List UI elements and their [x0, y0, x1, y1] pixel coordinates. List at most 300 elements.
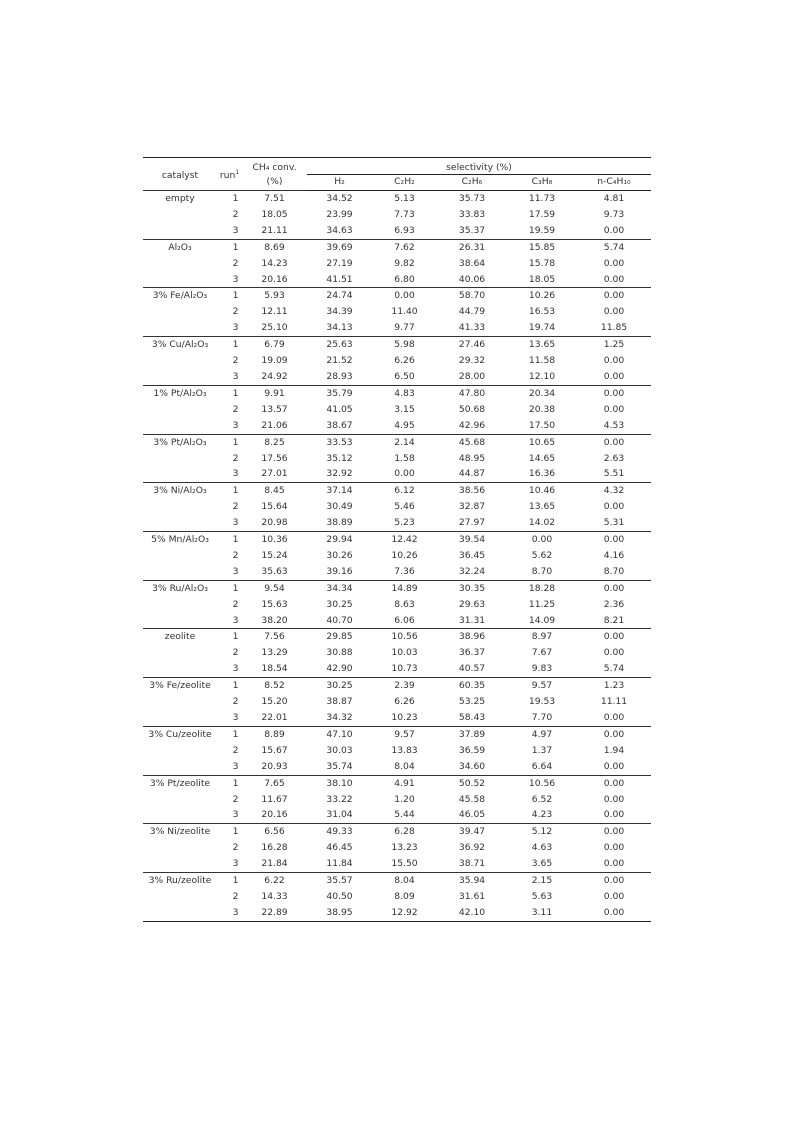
c2h6-cell: 53.25	[458, 696, 486, 708]
c3h8-header: C₃H₈	[507, 175, 577, 191]
c2h2-cell: 6.80	[394, 273, 415, 285]
run-cell: 2	[232, 890, 239, 902]
n-c4h10-cell: 0.00	[577, 288, 651, 304]
c2h6-cell: 37.89	[437, 726, 507, 742]
c3h8-cell: 11.73	[507, 191, 577, 207]
c2h2-cell: 4.91	[372, 775, 437, 791]
run-cell: 2	[232, 598, 239, 610]
table-row	[143, 597, 651, 613]
c3h8-cell: 5.12	[507, 824, 577, 840]
table-row	[143, 613, 651, 629]
c2h6-cell: 30.35	[437, 580, 507, 596]
conversion-cell: 22.89	[242, 905, 307, 921]
c3h8-cell: 11.25	[528, 598, 556, 610]
run-cell: 1	[217, 337, 242, 353]
c3h8-cell: 18.28	[507, 580, 577, 596]
catalyst-cell: 5% Mn/Al₂O₃	[143, 532, 217, 548]
c2h6-cell: 58.70	[437, 288, 507, 304]
run-cell: 3	[232, 760, 239, 772]
table-row	[143, 629, 651, 645]
conversion-cell: 8.52	[242, 678, 307, 694]
c2h2-cell: 5.98	[372, 337, 437, 353]
catalyst-cell	[143, 207, 217, 223]
catalyst-cell	[143, 272, 217, 288]
run-cell: 1	[217, 532, 242, 548]
c3h8-cell: 20.34	[507, 385, 577, 401]
h2-cell: 38.87	[326, 696, 353, 708]
c3h8-cell: 3.11	[507, 905, 577, 921]
run-header-label: run	[219, 170, 236, 181]
conversion-unit: (%)	[266, 175, 283, 187]
run-cell: 1	[217, 824, 242, 840]
h2-cell: 34.63	[326, 224, 353, 236]
table-row	[143, 661, 651, 677]
c2h2-cell: 10.26	[391, 549, 418, 561]
table-row	[143, 678, 651, 694]
c3h8-cell: 14.65	[528, 452, 556, 464]
n-c4h10-cell: 1.23	[577, 678, 651, 694]
c2h2-cell: 10.73	[391, 663, 418, 675]
c2h2-cell: 8.04	[394, 760, 415, 772]
c2h2-cell: 6.26	[394, 696, 415, 708]
table-row	[143, 320, 651, 336]
c2h6-cell: 34.60	[458, 760, 486, 772]
table-row	[143, 483, 651, 499]
table-row	[143, 856, 651, 872]
h2-cell: 40.50	[326, 890, 353, 902]
c2h2-cell: 5.46	[394, 501, 415, 513]
catalyst-cell: 3% Pt/Al₂O₃	[143, 434, 217, 450]
conversion-cell: 10.36	[242, 532, 307, 548]
h2-cell: 23.99	[326, 208, 353, 220]
h2-cell: 30.26	[326, 549, 353, 561]
run-cell: 3	[217, 905, 242, 921]
conversion-cell: 5.93	[242, 288, 307, 304]
h2-cell: 25.63	[307, 337, 372, 353]
catalyst-cell	[143, 613, 217, 629]
c2h6-cell: 29.63	[458, 598, 486, 610]
c2h2-cell: 7.73	[394, 208, 415, 220]
c2h6-cell: 36.92	[458, 842, 486, 854]
run-cell: 3	[232, 370, 239, 382]
conversion-cell: 8.25	[242, 434, 307, 450]
c2h6-cell: 36.37	[458, 647, 486, 659]
catalyst-cell	[143, 418, 217, 434]
table-row	[143, 434, 651, 450]
run-cell: 2	[232, 647, 239, 659]
conversion-cell: 21.84	[261, 858, 288, 870]
catalyst-cell	[143, 499, 217, 515]
run-cell: 2	[232, 793, 239, 805]
conversion-cell: 20.93	[261, 760, 288, 772]
c3h8-cell: 3.65	[531, 858, 553, 870]
catalyst-cell	[143, 320, 217, 336]
run-cell: 1	[217, 434, 242, 450]
n-c4h10-cell: 0.00	[577, 434, 651, 450]
catalyst-cell	[143, 223, 217, 239]
h2-cell: 38.10	[307, 775, 372, 791]
conversion-cell: 20.98	[261, 517, 288, 529]
catalyst-cell	[143, 856, 217, 872]
catalyst-cell: 3% Pt/zeolite	[143, 775, 217, 791]
catalyst-cell: 1% Pt/Al₂O₃	[143, 385, 217, 401]
c2h6-cell: 36.59	[458, 744, 486, 756]
table-row	[143, 694, 651, 710]
c2h6-cell: 26.31	[437, 239, 507, 255]
n-c4h10-cell: 0.00	[603, 842, 625, 854]
c2h2-cell: 9.82	[394, 257, 415, 269]
catalyst-cell: 3% Cu/Al₂O₃	[143, 337, 217, 353]
run-cell: 1	[217, 580, 242, 596]
run-cell: 3	[232, 614, 239, 626]
c2h6-cell: 42.10	[437, 905, 507, 921]
c2h6-cell: 42.96	[458, 419, 486, 431]
run-cell: 1	[217, 678, 242, 694]
conversion-cell: 12.11	[261, 306, 288, 318]
run-cell: 3	[232, 468, 239, 480]
c2h2-cell: 10.03	[391, 647, 418, 659]
c2h6-cell: 38.71	[458, 858, 486, 870]
c2h6-cell: 44.87	[458, 468, 486, 480]
c2h2-cell: 0.00	[394, 468, 415, 480]
catalyst-cell: 3% Cu/zeolite	[143, 726, 217, 742]
table-row	[143, 223, 651, 239]
c2h6-cell: 45.68	[437, 434, 507, 450]
conversion-cell: 13.57	[261, 403, 288, 415]
table-row	[143, 288, 651, 304]
h2-cell: 32.92	[326, 468, 353, 480]
h2-cell: 47.10	[307, 726, 372, 742]
n-c4h10-cell: 0.00	[577, 775, 651, 791]
c2h2-cell: 9.77	[394, 322, 415, 334]
c2h6-cell: 46.05	[458, 809, 486, 821]
h2-cell: 42.90	[326, 663, 353, 675]
c3h8-cell: 0.00	[507, 532, 577, 548]
n-c4h10-cell: 11.11	[600, 696, 628, 708]
c2h2-cell: 1.58	[394, 452, 415, 464]
catalyst-cell	[143, 694, 217, 710]
table-row	[143, 889, 651, 905]
c2h6-cell: 32.87	[458, 501, 486, 513]
run-cell: 1	[217, 191, 242, 207]
n-c4h10-cell: 1.25	[577, 337, 651, 353]
catalyst-cell	[143, 304, 217, 320]
catalyst-header: catalyst	[161, 170, 199, 181]
run-cell: 1	[217, 873, 242, 889]
run-cell: 3	[232, 322, 239, 334]
catalyst-cell: empty	[143, 191, 217, 207]
catalyst-cell	[143, 840, 217, 856]
h2-cell: 40.70	[326, 614, 353, 626]
table-row	[143, 775, 651, 791]
n-c4h10-cell: 4.81	[577, 191, 651, 207]
c2h6-cell: 50.68	[458, 403, 486, 415]
conversion-cell: 19.09	[261, 355, 288, 367]
table-row	[143, 515, 651, 531]
run-cell: 2	[232, 501, 239, 513]
n-c4h10-cell: 0.00	[577, 905, 651, 921]
table-row	[143, 645, 651, 661]
c2h6-cell: 29.32	[458, 355, 486, 367]
run-cell: 3	[232, 565, 239, 577]
n-c4h10-cell: 5.31	[603, 517, 625, 529]
h2-cell: 35.74	[326, 760, 353, 772]
c2h2-cell: 2.14	[372, 434, 437, 450]
catalyst-cell: zeolite	[143, 629, 217, 645]
run-cell: 2	[232, 355, 239, 367]
c3h8-cell: 14.09	[528, 614, 556, 626]
catalyst-cell: 3% Fe/zeolite	[143, 678, 217, 694]
table-row	[143, 792, 651, 808]
table-row	[143, 743, 651, 759]
c2h2-cell: 13.23	[391, 842, 418, 854]
conversion-cell: 27.01	[261, 468, 288, 480]
catalyst-cell	[143, 807, 217, 823]
c3h8-cell: 10.46	[507, 483, 577, 499]
catalyst-cell	[143, 369, 217, 385]
c2h6-cell: 36.45	[458, 549, 486, 561]
conversion-cell: 6.56	[242, 824, 307, 840]
h2-cell: 39.69	[307, 239, 372, 255]
c3h8-cell: 13.65	[528, 501, 556, 513]
c2h6-cell: 58.43	[458, 712, 486, 723]
n-c4h10-cell: 0.00	[603, 793, 625, 805]
c2h2-cell: 7.36	[394, 565, 415, 577]
c2h6-cell: 31.61	[458, 890, 486, 902]
c2h6-cell: 27.46	[437, 337, 507, 353]
table-row	[143, 369, 651, 385]
catalyst-cell	[143, 661, 217, 677]
c3h8-cell: 10.56	[507, 775, 577, 791]
c3h8-cell: 10.65	[507, 434, 577, 450]
conversion-cell: 20.16	[261, 809, 288, 821]
conversion-cell: 8.45	[242, 483, 307, 499]
table-row	[143, 256, 651, 272]
table-row	[143, 840, 651, 856]
conversion-header: CH₄ conv.	[252, 162, 297, 174]
n-c4h10-cell: 4.32	[577, 483, 651, 499]
c2h2-cell: 8.04	[372, 873, 437, 889]
catalyst-cell: 3% Ru/zeolite	[143, 873, 217, 889]
c2h6-cell: 38.96	[437, 629, 507, 645]
h2-cell: 34.52	[307, 191, 372, 207]
h2-cell: 30.49	[326, 501, 353, 513]
n-c4h10-cell: 0.00	[603, 809, 625, 821]
n-c4h10-cell: 2.36	[603, 598, 625, 610]
n-c4h10-cell: 1.94	[603, 744, 625, 756]
conversion-cell: 7.56	[242, 629, 307, 645]
catalyst-cell	[143, 548, 217, 564]
c2h2-cell: 12.92	[372, 905, 437, 921]
table-row	[143, 548, 651, 564]
c2h2-cell: 6.06	[394, 614, 415, 626]
c2h2-cell: 6.12	[372, 483, 437, 499]
c3h8-cell: 18.05	[528, 273, 556, 285]
n-c4h10-cell: 0.00	[577, 385, 651, 401]
c3h8-cell: 19.59	[528, 224, 556, 236]
c3h8-cell: 19.53	[528, 696, 556, 708]
h2-header: H₂	[307, 175, 372, 191]
conversion-cell: 21.11	[261, 224, 288, 236]
c2h6-cell: 45.58	[458, 793, 486, 805]
conversion-cell: 9.54	[242, 580, 307, 596]
conversion-cell: 7.65	[242, 775, 307, 791]
n-c4h10-cell: 9.73	[603, 208, 625, 220]
n-c4h10-cell: 0.00	[603, 370, 625, 382]
c2h6-cell: 39.54	[437, 532, 507, 548]
n-c4h10-cell: 0.00	[603, 647, 625, 659]
conversion-cell: 15.20	[261, 696, 288, 708]
c2h2-cell: 5.44	[394, 809, 415, 821]
c3h8-cell: 10.26	[507, 288, 577, 304]
n-c4h10-cell: 0.00	[603, 355, 625, 367]
c3h8-cell: 2.15	[507, 873, 577, 889]
conversion-cell: 15.24	[261, 549, 288, 561]
run-cell: 2	[232, 306, 239, 318]
c2h6-cell: 32.24	[458, 565, 486, 577]
c3h8-cell: 4.23	[531, 809, 553, 821]
c2h2-cell: 10.56	[372, 629, 437, 645]
n-c4h10-cell: 0.00	[603, 257, 625, 269]
h2-cell: 33.53	[307, 434, 372, 450]
c2h6-cell: 60.35	[437, 678, 507, 694]
h2-cell: 39.16	[326, 565, 353, 577]
n-c4h10-cell: 0.00	[603, 712, 625, 723]
conversion-cell: 21.06	[261, 419, 288, 431]
c3h8-cell: 16.53	[528, 306, 556, 318]
table-row	[143, 353, 651, 369]
c2h6-cell: 33.83	[458, 208, 486, 220]
c3h8-cell: 16.36	[528, 468, 556, 480]
table-row	[143, 402, 651, 418]
h2-cell: 35.57	[307, 873, 372, 889]
catalyst-cell	[143, 402, 217, 418]
c3h8-cell: 1.37	[531, 744, 553, 756]
n-c4h10-cell: 4.53	[603, 419, 625, 431]
conversion-cell: 6.79	[242, 337, 307, 353]
table-row	[143, 451, 651, 467]
c3h8-cell: 8.97	[507, 629, 577, 645]
table-row	[143, 564, 651, 580]
catalyst-cell	[143, 451, 217, 467]
selectivity-header: selectivity (%)	[307, 158, 651, 175]
c2h6-cell: 27.97	[458, 517, 486, 529]
h2-cell: 30.25	[326, 598, 353, 610]
h2-cell: 30.88	[326, 647, 353, 659]
table-row	[143, 272, 651, 288]
conversion-cell: 16.28	[261, 842, 288, 854]
c2h2-cell: 13.83	[391, 744, 418, 756]
catalyst-cell: Al₂O₃	[143, 239, 217, 255]
n-c4h10-cell: 0.00	[577, 824, 651, 840]
c2h6-cell: 28.00	[458, 370, 486, 382]
table-row	[143, 873, 651, 889]
table-row	[143, 905, 651, 921]
h2-cell: 38.67	[326, 419, 353, 431]
table-row	[143, 824, 651, 840]
run-cell: 3	[232, 517, 239, 529]
catalyst-cell	[143, 515, 217, 531]
conversion-cell: 8.89	[242, 726, 307, 742]
c2h6-cell: 40.57	[458, 663, 486, 675]
table-row	[143, 239, 651, 255]
h2-cell: 35.79	[307, 385, 372, 401]
catalyst-cell	[143, 759, 217, 775]
run-cell: 2	[232, 208, 239, 220]
run-cell: 3	[232, 712, 239, 723]
c3h8-cell: 9.83	[531, 663, 553, 675]
n-c4h10-cell: 0.00	[603, 403, 625, 415]
conversion-cell: 25.10	[261, 322, 288, 334]
c3h8-cell: 7.70	[531, 712, 553, 723]
n-c4h10-header: n-C₄H₁₀	[577, 175, 651, 191]
h2-cell: 49.33	[307, 824, 372, 840]
c2h2-cell: 15.50	[391, 858, 418, 870]
n-c4h10-cell: 0.00	[603, 760, 625, 772]
conversion-cell: 13.29	[261, 647, 288, 659]
h2-cell: 33.22	[326, 793, 353, 805]
c3h8-cell: 5.62	[531, 549, 553, 561]
table-row	[143, 499, 651, 515]
h2-cell: 34.34	[307, 580, 372, 596]
run-cell: 3	[232, 419, 239, 431]
c2h2-cell: 14.89	[372, 580, 437, 596]
c2h2-cell: 1.20	[394, 793, 415, 805]
c3h8-cell: 17.59	[528, 208, 556, 220]
c3h8-cell: 19.74	[528, 322, 556, 334]
c2h2-cell: 8.09	[394, 890, 415, 902]
n-c4h10-cell: 0.00	[603, 890, 625, 902]
run-cell: 1	[217, 385, 242, 401]
c3h8-cell: 8.70	[531, 565, 553, 577]
c2h2-cell: 6.28	[372, 824, 437, 840]
run-cell: 2	[232, 549, 239, 561]
results-table	[143, 157, 651, 922]
catalyst-cell	[143, 743, 217, 759]
run-cell: 2	[232, 744, 239, 756]
n-c4h10-cell: 0.00	[577, 532, 651, 548]
c2h6-cell: 38.56	[437, 483, 507, 499]
run-cell: 2	[232, 257, 239, 269]
conversion-cell: 9.91	[242, 385, 307, 401]
run-cell: 2	[232, 452, 239, 464]
conversion-cell: 17.56	[261, 452, 288, 464]
catalyst-cell	[143, 353, 217, 369]
catalyst-cell	[143, 564, 217, 580]
h2-cell: 27.19	[326, 257, 353, 269]
table-row	[143, 385, 651, 401]
c3h8-cell: 14.02	[528, 517, 556, 529]
c3h8-cell: 20.38	[528, 403, 556, 415]
table-header	[143, 158, 651, 191]
c3h8-cell: 13.65	[507, 337, 577, 353]
table-row	[143, 807, 651, 823]
c2h6-cell: 35.73	[437, 191, 507, 207]
c2h2-cell: 5.13	[372, 191, 437, 207]
c2h2-cell: 9.57	[372, 726, 437, 742]
h2-cell: 28.93	[326, 370, 353, 382]
c3h8-cell: 9.57	[507, 678, 577, 694]
conversion-cell: 24.92	[261, 370, 288, 382]
run-cell: 3	[232, 273, 239, 285]
c3h8-cell: 5.63	[531, 890, 553, 902]
table-row	[143, 466, 651, 482]
n-c4h10-cell: 11.85	[600, 322, 628, 334]
h2-cell: 21.52	[326, 355, 353, 367]
conversion-cell: 14.23	[261, 257, 288, 269]
run-cell: 3	[232, 663, 239, 675]
table-row	[143, 337, 651, 353]
